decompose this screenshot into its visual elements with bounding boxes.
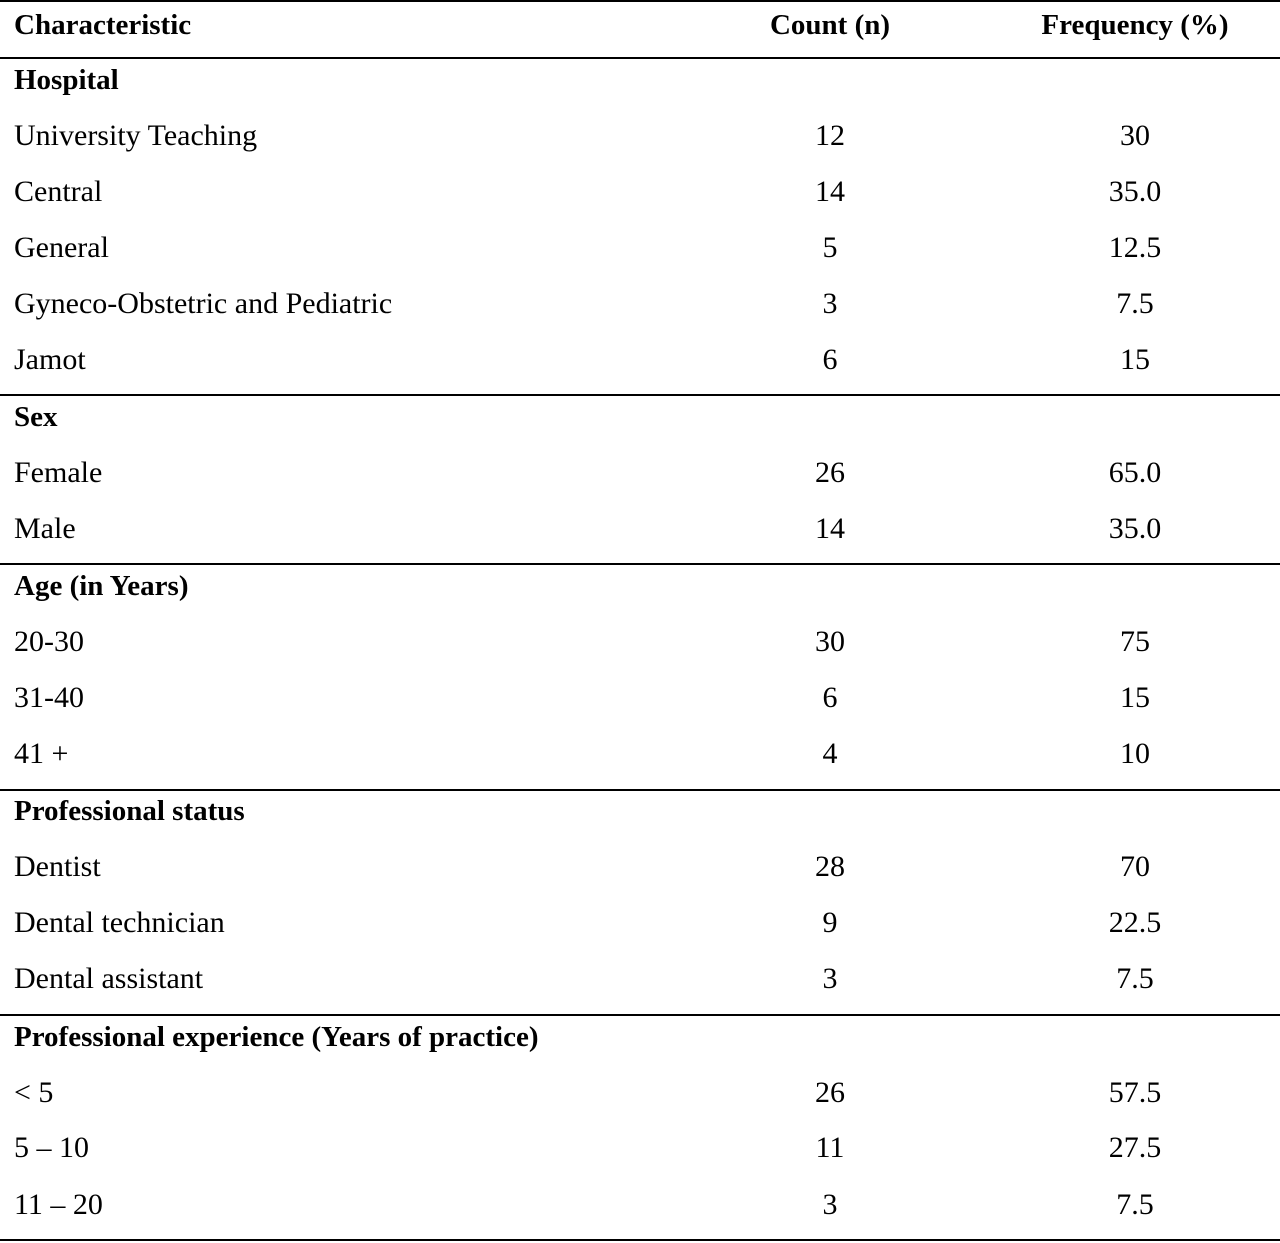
row-count: 9 xyxy=(822,906,838,939)
row-frequency: 7.5 xyxy=(1116,287,1154,320)
row-label: Jamot xyxy=(14,343,86,376)
row-frequency: 22.5 xyxy=(1108,906,1162,939)
group-title: Professional experience (Years of practice) xyxy=(14,1021,539,1053)
table-row xyxy=(0,898,1280,948)
group-title: Sex xyxy=(14,401,58,433)
group-title: Hospital xyxy=(14,64,119,96)
table-row xyxy=(0,223,1280,273)
row-frequency: 27.5 xyxy=(1108,1131,1162,1164)
group-title-row-age xyxy=(0,561,1280,611)
row-frequency: 35.0 xyxy=(1108,175,1162,208)
table-row xyxy=(0,1180,1280,1230)
row-frequency: 57.5 xyxy=(1108,1076,1162,1109)
row-count: 26 xyxy=(815,456,845,489)
row-count: 11 xyxy=(815,1131,845,1164)
row-frequency: 15 xyxy=(1120,343,1150,376)
table-header-row xyxy=(0,0,1280,50)
row-frequency: 30 xyxy=(1120,119,1150,152)
row-label: < 5 xyxy=(14,1076,54,1109)
table-row xyxy=(0,279,1280,329)
row-label: Dental technician xyxy=(14,906,225,939)
row-label: Dental assistant xyxy=(14,962,204,995)
row-label: University Teaching xyxy=(14,119,258,152)
group-title-row-hospital xyxy=(0,55,1280,105)
group-title-row-professional-status xyxy=(0,786,1280,836)
table-row xyxy=(0,617,1280,667)
row-frequency: 10 xyxy=(1120,737,1150,770)
row-frequency: 75 xyxy=(1120,625,1150,658)
table-row xyxy=(0,504,1280,554)
row-count: 26 xyxy=(815,1076,845,1109)
table-row xyxy=(0,954,1280,1004)
header-frequency: Frequency (%) xyxy=(1041,9,1229,41)
row-frequency: 35.0 xyxy=(1108,512,1162,545)
table-row xyxy=(0,842,1280,892)
group-title-row-professional-experience xyxy=(0,1012,1280,1062)
group-title-row-sex xyxy=(0,392,1280,442)
row-label: 31-40 xyxy=(14,681,84,714)
row-count: 3 xyxy=(822,287,838,320)
row-count: 28 xyxy=(815,850,845,883)
table-row xyxy=(0,1123,1280,1173)
row-label: General xyxy=(14,231,109,264)
group-title: Age (in Years) xyxy=(14,570,189,602)
row-label: Male xyxy=(14,512,76,545)
row-frequency: 70 xyxy=(1120,850,1150,883)
row-frequency: 65.0 xyxy=(1108,456,1162,489)
row-count: 14 xyxy=(815,512,845,545)
row-frequency: 15 xyxy=(1120,681,1150,714)
table-row xyxy=(0,111,1280,161)
row-label: Female xyxy=(14,456,103,489)
row-count: 30 xyxy=(815,625,845,658)
row-frequency: 7.5 xyxy=(1116,962,1154,995)
row-label: Central xyxy=(14,175,103,208)
row-count: 14 xyxy=(815,175,845,208)
row-label: 20-30 xyxy=(14,625,84,658)
row-label: 41 + xyxy=(14,737,69,770)
table-bottom-rule xyxy=(0,1239,1280,1241)
row-label: Gyneco-Obstetric and Pediatric xyxy=(14,287,393,320)
table-row xyxy=(0,673,1280,723)
row-count: 4 xyxy=(822,737,838,770)
table-row xyxy=(0,1068,1280,1118)
table-row xyxy=(0,729,1280,779)
row-count: 3 xyxy=(822,962,838,995)
group-title: Professional status xyxy=(14,795,245,827)
header-characteristic: Characteristic xyxy=(14,9,192,41)
row-count: 3 xyxy=(822,1188,838,1221)
row-frequency: 12.5 xyxy=(1108,231,1162,264)
row-frequency: 7.5 xyxy=(1116,1188,1154,1221)
row-label: 11 – 20 xyxy=(14,1188,103,1221)
row-count: 6 xyxy=(822,343,838,376)
table-row xyxy=(0,448,1280,498)
row-count: 6 xyxy=(822,681,838,714)
header-count: Count (n) xyxy=(769,9,891,41)
row-count: 12 xyxy=(815,119,845,152)
row-count: 5 xyxy=(822,231,838,264)
table-row xyxy=(0,167,1280,217)
row-label: 5 – 10 xyxy=(14,1131,89,1164)
table-row xyxy=(0,335,1280,385)
row-label: Dentist xyxy=(14,850,101,883)
